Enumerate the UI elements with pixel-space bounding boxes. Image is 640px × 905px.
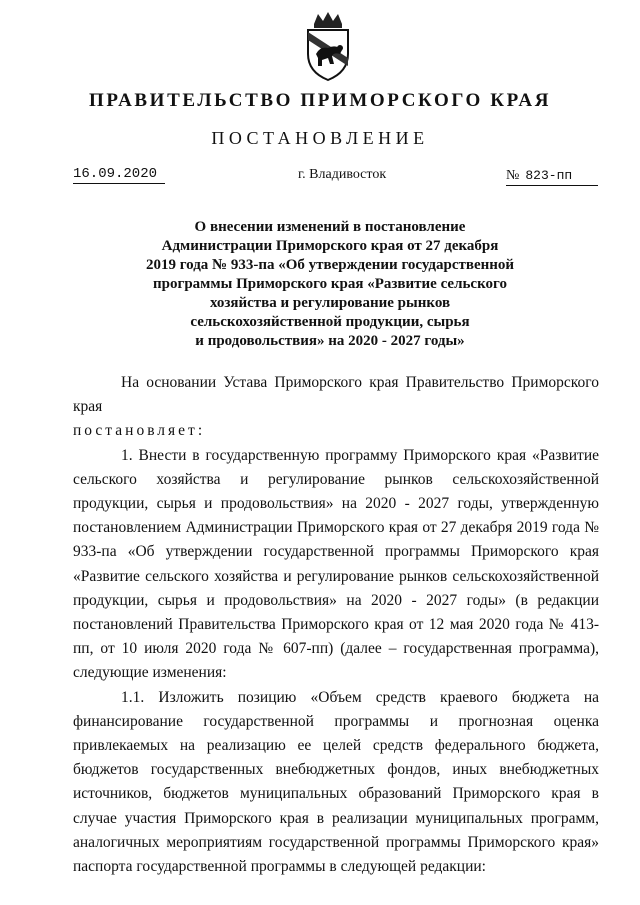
title-line: сельскохозяйственной продукции, сырья xyxy=(190,314,470,330)
number-value: 823-пп xyxy=(525,168,573,183)
title-line: 2019 года № 933-па «Об утверждении государственной xyxy=(145,257,515,273)
document-meta xyxy=(0,166,640,188)
title-line: программы Приморского края «Развитие сельского xyxy=(153,276,507,292)
title-line: Администрации Приморского края от 27 декабря xyxy=(161,238,499,254)
coat-of-arms-icon xyxy=(296,10,360,82)
basis-paragraph: На основании Устава Приморского края Правительство Приморского края xyxy=(73,374,599,416)
document-date: 16.09.2020 xyxy=(73,166,165,184)
government-title: ПРАВИТЕЛЬСТВО ПРИМОРСКОГО КРАЯ xyxy=(88,90,552,111)
document-number xyxy=(506,166,598,186)
item-1-1-paragraph: 1.1. Изложить позицию «Объем средств краевого бюджета на финансирование государственной программы и прогнозная оценка привлекаемых на реализацию ее целей средств федерального бюджета, бюджетов государственных внебюджетных фондов, иных внебюджетных источников, бюджетов муниципальных образований Приморского края в случае участия Приморского края в реализации муниципальных программ, аналогичных мероприятиям государственной программы Приморского края» паспорта государственной программы в следующей редакции: xyxy=(73,688,599,876)
title-line: хозяйства и регулирование рынков xyxy=(209,295,451,311)
item-1-paragraph: 1. Внести в государственную программу Приморского края «Развитие сельского хозяйства и регулирование рынков сельскохозяйственной продукции, сырья и продовольствия» на 2020 - 2027 годы, утвержденную постановлением Администрации Приморского края от 27 декабря 2019 года № 933-па «Об утверждении государственной программы Приморского края «Развитие сельского хозяйства и регулирование рынков сельскохозяйственной продукции, сырья и продовольствия» на 2020 - 2027 годы» (в редакции постановлений Правительства Приморского края от 12 мая 2020 года № 413-пп, от 10 июля 2020 года № 607-пп) (далее – государственная программа), следующие изменения: xyxy=(73,446,599,682)
title-line: О внесении изменений в постановление xyxy=(194,219,466,235)
number-sign: № xyxy=(506,168,520,183)
resolves-word: постановляет: xyxy=(73,422,206,440)
document-city: г. Владивосток xyxy=(298,167,387,182)
document-body xyxy=(73,371,599,879)
title-line: и продовольствия» на 2020 - 2027 годы» xyxy=(195,333,465,349)
decree-title xyxy=(130,218,530,351)
document-type: ПОСТАНОВЛЕНИЕ xyxy=(211,128,429,148)
